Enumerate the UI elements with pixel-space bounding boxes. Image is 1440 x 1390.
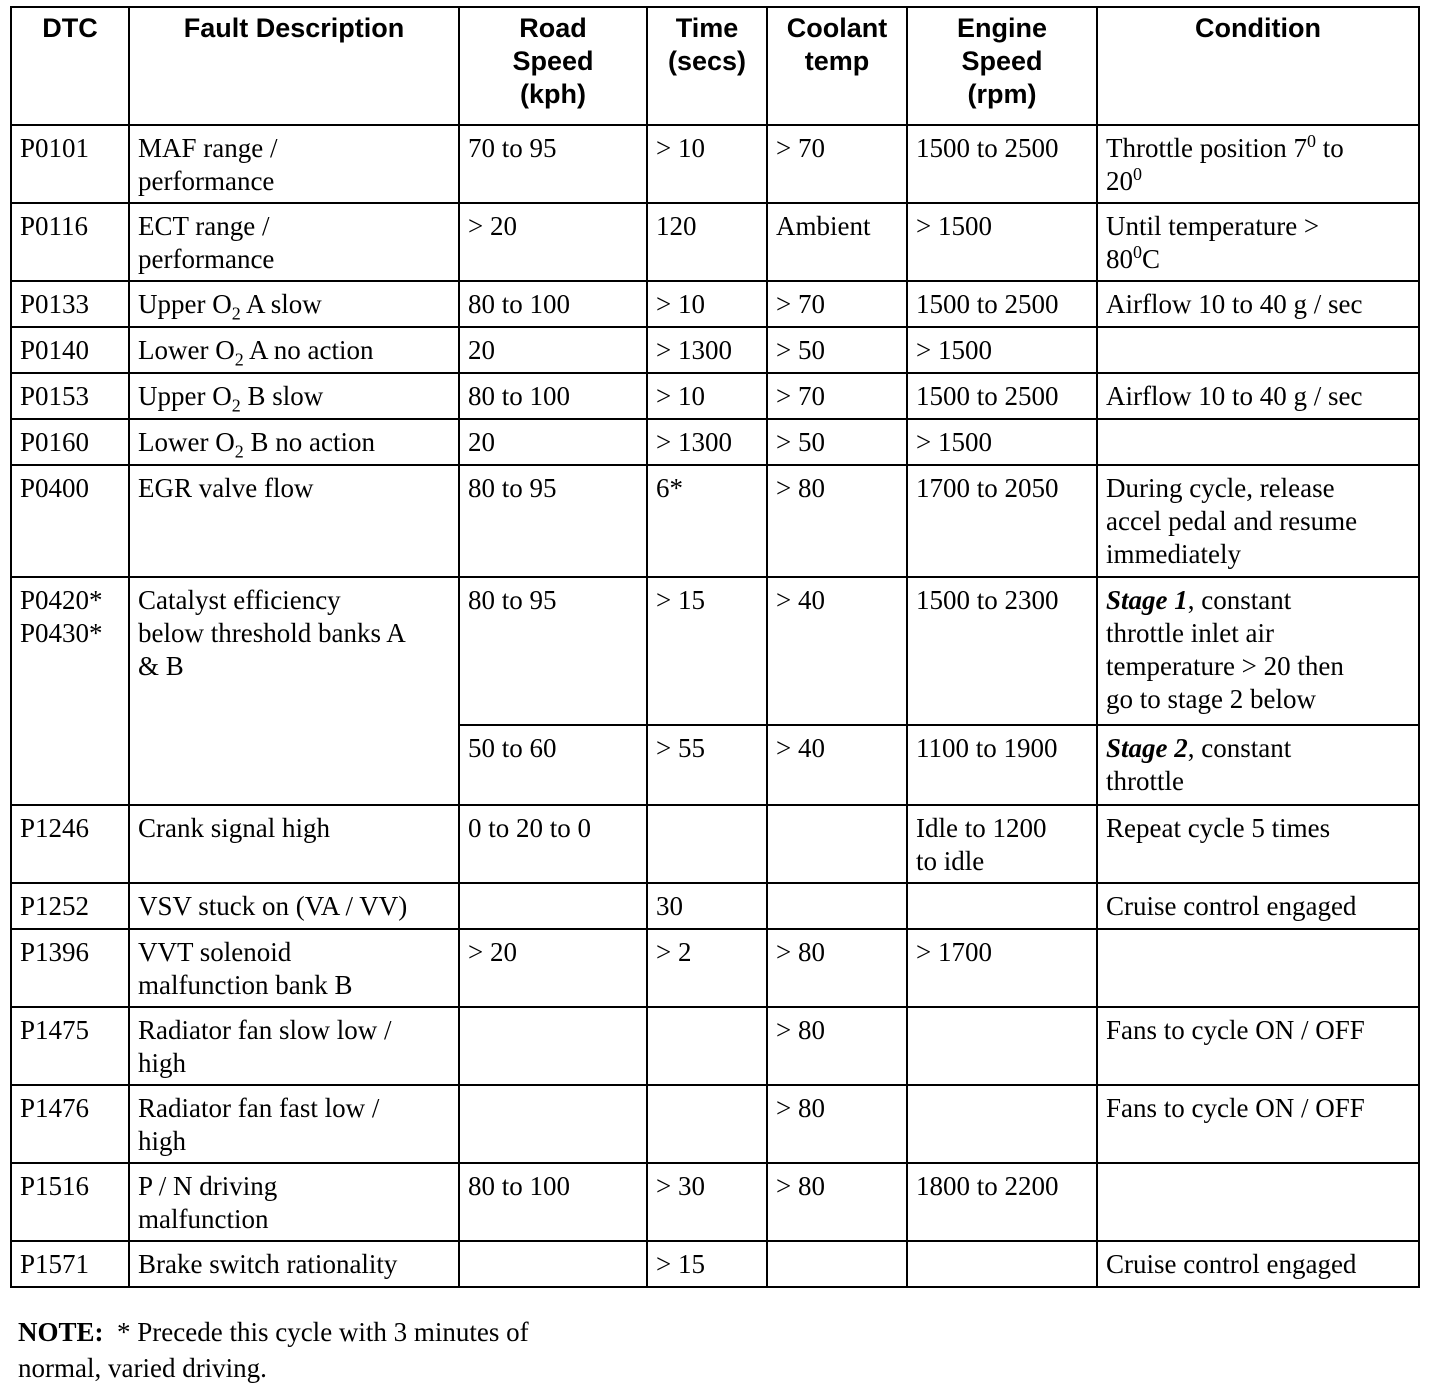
road-speed: 20 (459, 419, 647, 465)
dtc-code: P1476 (11, 1085, 129, 1163)
condition: Fans to cycle ON / OFF (1097, 1085, 1419, 1163)
condition: Fans to cycle ON / OFF (1097, 1007, 1419, 1085)
header-engine-speed: Engine Speed (rpm) (907, 7, 1097, 125)
coolant-temp: > 50 (767, 327, 907, 373)
time: > 55 (647, 725, 767, 805)
coolant-temp (767, 1241, 907, 1287)
dtc-code: P0400 (11, 465, 129, 577)
coolant-temp: > 70 (767, 281, 907, 327)
condition: Cruise control engaged (1097, 1241, 1419, 1287)
coolant-temp: > 40 (767, 577, 907, 725)
coolant-temp: > 80 (767, 1007, 907, 1085)
time: > 2 (647, 929, 767, 1007)
table-row (11, 929, 1419, 1007)
header-coolant-temp: Coolant temp (767, 7, 907, 125)
time: > 10 (647, 281, 767, 327)
coolant-temp: > 80 (767, 465, 907, 577)
table-row (11, 1085, 1419, 1163)
coolant-temp: > 70 (767, 373, 907, 419)
time: > 10 (647, 373, 767, 419)
engine-speed (907, 1085, 1097, 1163)
table-row (11, 203, 1419, 281)
road-speed: 50 to 60 (459, 725, 647, 805)
road-speed (459, 1007, 647, 1085)
road-speed (459, 1241, 647, 1287)
dtc-table (10, 6, 1420, 1288)
table-row (11, 465, 1419, 577)
fault-description: Lower $O_2$ A no action (129, 327, 459, 373)
header-row (11, 7, 1419, 125)
time (647, 1085, 767, 1163)
time (647, 805, 767, 883)
road-speed: 20 (459, 327, 647, 373)
dtc-code: P0133 (11, 281, 129, 327)
fault-description: P / N driving malfunction (129, 1163, 459, 1241)
time: > 30 (647, 1163, 767, 1241)
condition: Throttle position $7^0$ to $20^0$ (1097, 125, 1419, 203)
fault-description: MAF range / performance (129, 125, 459, 203)
dtc-code: P1516 (11, 1163, 129, 1241)
fault-description: Lower $O_2$ B no action (129, 419, 459, 465)
engine-speed: > 1700 (907, 929, 1097, 1007)
table-row (11, 1163, 1419, 1241)
table-row (11, 125, 1419, 203)
table-row (11, 327, 1419, 373)
header-time: Time (secs) (647, 7, 767, 125)
table-row (11, 281, 1419, 327)
coolant-temp: Ambient (767, 203, 907, 281)
coolant-temp (767, 883, 907, 929)
coolant-temp: > 50 (767, 419, 907, 465)
condition: During cycle, release accel pedal and resume immediately (1097, 465, 1419, 577)
engine-speed: 1500 to 2500 (907, 125, 1097, 203)
condition: Cruise control engaged (1097, 883, 1419, 929)
engine-speed: > 1500 (907, 327, 1097, 373)
coolant-temp: > 40 (767, 725, 907, 805)
engine-speed: > 1500 (907, 203, 1097, 281)
time: 6* (647, 465, 767, 577)
time: 30 (647, 883, 767, 929)
table-row (11, 577, 1419, 725)
fault-description: Upper $O_2$ B slow (129, 373, 459, 419)
engine-speed: 1100 to 1900 (907, 725, 1097, 805)
time: 120 (647, 203, 767, 281)
engine-speed: > 1500 (907, 419, 1097, 465)
header-fault-description: Fault Description (129, 7, 459, 125)
note-text-line1: * Precede this cycle with 3 minutes of (117, 1317, 529, 1347)
road-speed: 80 to 95 (459, 577, 647, 725)
condition: Stage 1, constant throttle inlet air temperature > 20 then go to stage 2 below (1097, 577, 1419, 725)
dtc-table-container (10, 6, 1418, 1288)
dtc-code: P0140 (11, 327, 129, 373)
fault-description: Radiator fan fast low / high (129, 1085, 459, 1163)
fault-description: VSV stuck on (VA / VV) (129, 883, 459, 929)
condition: Stage 2, constant throttle (1097, 725, 1419, 805)
road-speed (459, 1085, 647, 1163)
header-road-speed: Road Speed (kph) (459, 7, 647, 125)
footnote (18, 1314, 529, 1386)
time: > 15 (647, 1241, 767, 1287)
time: > 15 (647, 577, 767, 725)
road-speed: > 20 (459, 203, 647, 281)
condition: Airflow 10 to 40 g / sec (1097, 373, 1419, 419)
fault-description: ECT range / performance (129, 203, 459, 281)
dtc-code: P0101 (11, 125, 129, 203)
time: > 1300 (647, 327, 767, 373)
road-speed: 0 to 20 to 0 (459, 805, 647, 883)
header-dtc: DTC (11, 7, 129, 125)
coolant-temp (767, 805, 907, 883)
fault-description: Crank signal high (129, 805, 459, 883)
dtc-code: P0153 (11, 373, 129, 419)
engine-speed (907, 883, 1097, 929)
fault-description: EGR valve flow (129, 465, 459, 577)
condition: Until temperature > $80^0C$ (1097, 203, 1419, 281)
fault-description: VVT solenoid malfunction bank B (129, 929, 459, 1007)
condition: Repeat cycle 5 times (1097, 805, 1419, 883)
engine-speed: Idle to 1200 to idle (907, 805, 1097, 883)
dtc-code: P0160 (11, 419, 129, 465)
engine-speed: 1500 to 2500 (907, 281, 1097, 327)
time: > 10 (647, 125, 767, 203)
engine-speed: 1500 to 2500 (907, 373, 1097, 419)
fault-description: Brake switch rationality (129, 1241, 459, 1287)
road-speed (459, 883, 647, 929)
table-row (11, 805, 1419, 883)
fault-description: Radiator fan slow low / high (129, 1007, 459, 1085)
fault-description: Upper $O_2$ A slow (129, 281, 459, 327)
coolant-temp: > 80 (767, 1163, 907, 1241)
engine-speed: 1700 to 2050 (907, 465, 1097, 577)
table-row (11, 1007, 1419, 1085)
road-speed: > 20 (459, 929, 647, 1007)
note-label: NOTE: (18, 1317, 104, 1347)
fault-description: Catalyst efficiency below threshold banks A & B (129, 577, 459, 805)
coolant-temp: > 80 (767, 1085, 907, 1163)
road-speed: 80 to 100 (459, 1163, 647, 1241)
note-text-line2: normal, varied driving. (18, 1353, 267, 1383)
dtc-code: P0116 (11, 203, 129, 281)
time (647, 1007, 767, 1085)
coolant-temp: > 70 (767, 125, 907, 203)
condition (1097, 327, 1419, 373)
road-speed: 80 to 95 (459, 465, 647, 577)
engine-speed (907, 1007, 1097, 1085)
dtc-code: P1252 (11, 883, 129, 929)
table-row (11, 419, 1419, 465)
condition: Airflow 10 to 40 g / sec (1097, 281, 1419, 327)
condition (1097, 419, 1419, 465)
table-row (11, 373, 1419, 419)
condition (1097, 929, 1419, 1007)
engine-speed (907, 1241, 1097, 1287)
dtc-code: P1571 (11, 1241, 129, 1287)
table-row (11, 883, 1419, 929)
dtc-code: P1396 (11, 929, 129, 1007)
table-row (11, 1241, 1419, 1287)
engine-speed: 1800 to 2200 (907, 1163, 1097, 1241)
road-speed: 70 to 95 (459, 125, 647, 203)
condition (1097, 1163, 1419, 1241)
dtc-code: P1475 (11, 1007, 129, 1085)
dtc-code: P0420* P0430* (11, 577, 129, 805)
dtc-code: P1246 (11, 805, 129, 883)
road-speed: 80 to 100 (459, 373, 647, 419)
time: > 1300 (647, 419, 767, 465)
engine-speed: 1500 to 2300 (907, 577, 1097, 725)
header-condition: Condition (1097, 7, 1419, 125)
coolant-temp: > 80 (767, 929, 907, 1007)
road-speed: 80 to 100 (459, 281, 647, 327)
